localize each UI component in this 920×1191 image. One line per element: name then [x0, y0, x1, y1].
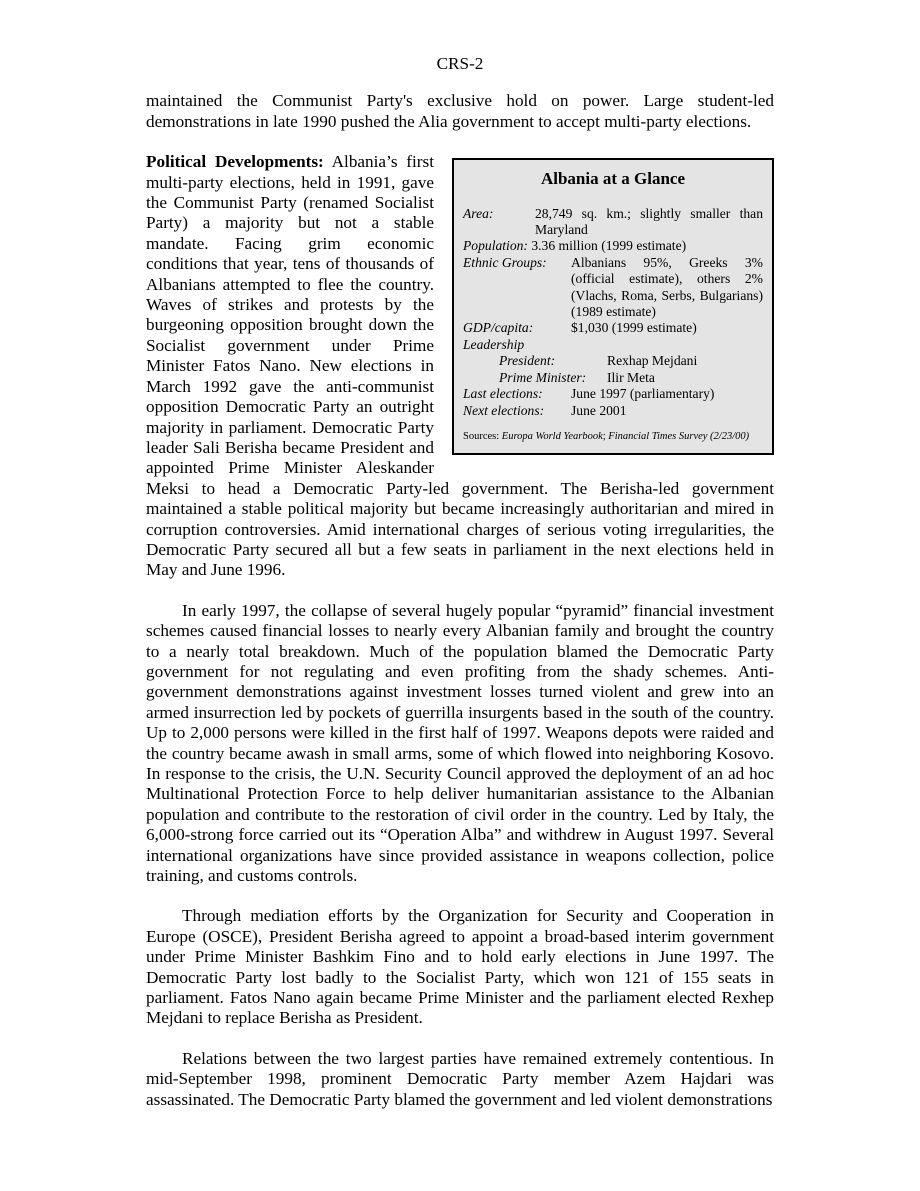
intro-paragraph: maintained the Communist Party's exclusive hold on power. Large student-led demonstrations in late 1990 pushed the Alia government to accept multi-party elections.	[146, 91, 774, 131]
gdp-value: $1,030 (1999 estimate)	[571, 320, 697, 336]
next-elections-value: June 2001	[571, 402, 627, 418]
ethnic-groups-value: Albanians 95%, Greeks 3% (official estimate), others 2% (Vlachs, Roma, Serbs, Bulgarians) (1989 estimate)	[571, 254, 763, 320]
box-title: Albania at a Glance	[540, 169, 686, 189]
source-ft: Financial Times Survey (2/23/00)	[608, 430, 750, 442]
population-row	[463, 238, 763, 254]
paragraph-gap	[146, 886, 774, 906]
prime-minister-label: Prime Minister:	[499, 369, 587, 385]
last-elections-label: Last elections:	[463, 386, 543, 402]
gdp-row	[463, 320, 763, 336]
paragraph-gap	[146, 1029, 774, 1049]
section-heading: Political Developments:	[146, 152, 324, 172]
page-header: CRS-2	[436, 54, 484, 73]
pyramid-crisis-paragraph: In early 1997, the collapse of several hugely popular “pyramid” financial investment schemes caused financial losses to nearly every Albanian family and brought the country to a nearly total breakdown. Much of the population blamed the Democratic Party government for not regulating and even profiting from the shady schemes. Anti-government demonstrations against investment losses turned violent and grew into an armed insurrection led by pockets of guerrilla insurgents based in the south of the country. Up to 2,000 persons were killed in the first half of 1997. Weapons depots were raided and the country became awash in small arms, some of which flowed into neighboring Kosovo. In response to the crisis, the U.N. Security Council approved the deployment of an ad hoc Multinational Protection Force to help deliver humanitarian assistance to the Albanian population and contribute to the restoration of civil order in the country. Led by Italy, the 6,000-strong force carried out its “Operation Alba” and withdrew in August 1997. Several international organizations have since provided assistance in weapons collection, police training, and customs controls.	[146, 600, 774, 886]
source-europa: Europa World Yearbook	[501, 430, 603, 442]
sources-note	[463, 430, 763, 444]
paragraph-gap	[146, 132, 774, 152]
prime-minister-row	[463, 370, 763, 386]
area-row	[463, 206, 763, 239]
gdp-label: GDP/capita:	[463, 320, 534, 336]
sources-prefix: Sources:	[463, 430, 502, 442]
albania-at-a-glance-box	[452, 158, 774, 455]
document-page	[146, 54, 774, 1110]
next-elections-label: Next elections:	[463, 402, 545, 418]
population-value: 3.36 million (1999 estimate)	[527, 238, 687, 254]
paragraph-gap	[146, 581, 774, 601]
last-elections-value: June 1997 (parliamentary)	[571, 386, 715, 402]
population-label: Population:	[463, 238, 528, 254]
president-label: President:	[499, 353, 556, 369]
area-label: Area:	[463, 205, 494, 221]
area-value: 28,749 sq. km.; slightly smaller than Maryland	[535, 205, 763, 238]
political-developments-text: Albania’s first multi-party elections, held in 1991, gave the Communist Party (renamed Socialist Party) a majority but not a stable mandate. Facing grim economic conditions that year, tens of thousands of Albanians attempted to flee the country. Waves of strikes and protests by the burgeoning opposition brought down the Socialist government under Prime Minister Fatos Nano. New elections in March 1992 gave the anti-communist opposition Democratic Party an outright majority in parliament. Democratic Party leader Sali Berisha became President and appointed Prime Minister Aleskander Meksi to head a Democratic Party-led government. The Berisha-led government maintained a stable political majority but became increasingly authoritarian and mired in corruption controversies. Amid international charges of serious voting irregularities, the Democratic Party secured all but a few seats in parliament in the next elections held in May and June 1996.	[146, 152, 774, 580]
leadership-label: Leadership	[463, 336, 525, 352]
next-elections-row	[463, 403, 763, 419]
last-elections-row	[463, 386, 763, 402]
president-value: Rexhap Mejdani	[607, 353, 698, 369]
ethnic-groups-label: Ethnic Groups:	[463, 254, 547, 270]
president-row	[463, 353, 763, 369]
ethnic-groups-row	[463, 255, 763, 321]
prime-minister-value: Ilir Meta	[607, 369, 655, 385]
sources-separator: ;	[602, 430, 609, 442]
osce-mediation-paragraph: Through mediation efforts by the Organization for Security and Cooperation in Europe (OSCE), President Berisha agreed to appoint a broad-based interim government under Prime Minister Bashkim Fino and to hold early elections in June 1997. The Democratic Party lost badly to the Socialist Party, which won 121 of 155 seats in parliament. Fatos Nano again became Prime Minister and the parliament elected Rexhep Mejdani to replace Berisha as President.	[146, 906, 774, 1028]
party-relations-paragraph: Relations between the two largest parties have remained extremely contentious. In mid-September 1998, prominent Democratic Party member Azem Hajdari was assassinated. The Democratic Party blamed the government and led violent demonstrations	[146, 1048, 774, 1109]
political-developments-section	[146, 152, 774, 581]
